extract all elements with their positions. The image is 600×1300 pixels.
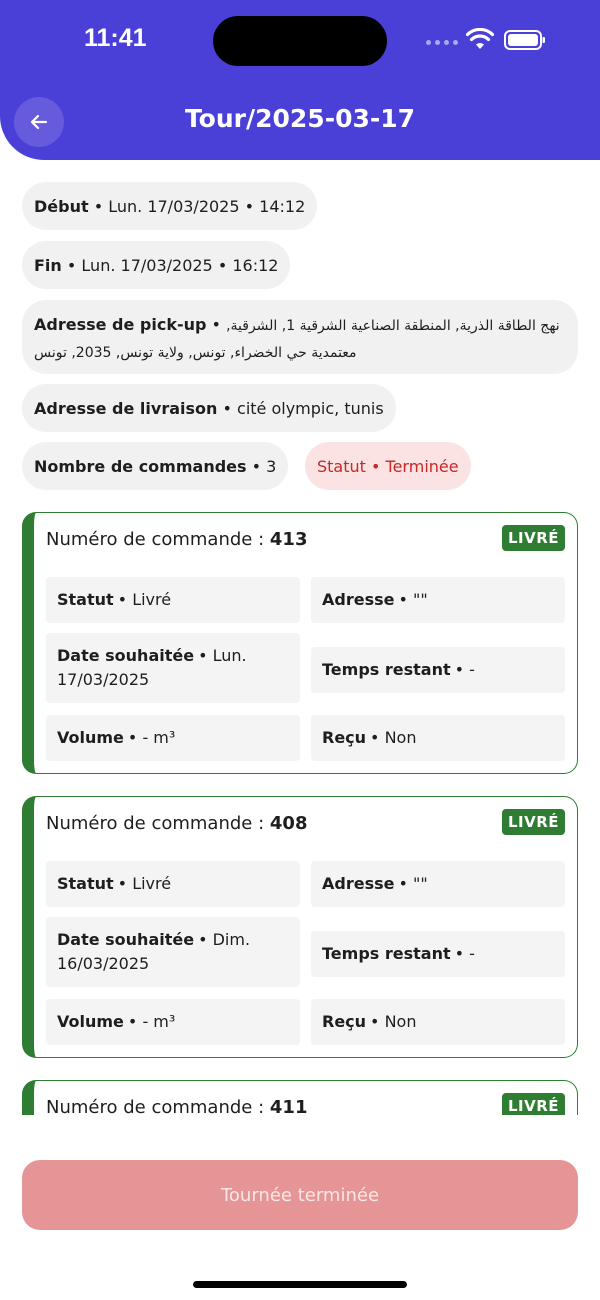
fin-label: Fin [34,255,62,275]
order-remaining-time-cell: Temps restant • - [311,647,565,693]
battery-icon [504,30,546,50]
order-volume-value: - m³ [142,1012,176,1031]
tour-finished-button[interactable]: Tournée terminée [22,1160,578,1230]
order-title [46,1097,307,1115]
order-receipt-cell: Reçu • Non [311,715,565,761]
order-remaining-label: Temps restant [322,944,451,963]
order-number-label: Numéro de commande : [46,529,265,550]
fin-value: Lun. 17/03/2025 • 16:12 [81,255,279,275]
cellular-signal-icon [426,40,458,45]
order-status-value: Livré [132,590,172,609]
order-status-label: Statut [57,874,114,893]
order-volume-label: Volume [57,728,124,747]
order-card[interactable] [22,796,578,1058]
order-address-value: "" [413,874,428,893]
status-badge: LIVRÉ [502,525,565,551]
order-number: 413 [269,529,308,550]
status-bar-time: 11:41 [84,24,147,52]
livraison-value: cité olympic, tunis [237,398,384,418]
order-number-label: Numéro de commande : [46,813,265,834]
status-badge: LIVRÉ [502,1093,565,1115]
order-receipt-value: Non [384,1012,417,1031]
status-badge: LIVRÉ [502,809,565,835]
order-volume-value: - m³ [142,728,176,747]
tour-status-value: Terminée [385,456,459,476]
order-remaining-value: - [469,944,475,963]
order-date-cell: Date souhaitée • Dim. 16/03/2025 [46,917,300,987]
order-count-chip: Nombre de commandes • 3 [22,442,288,490]
order-date-label: Date souhaitée [57,646,195,665]
order-status-value: Livré [132,874,172,893]
order-address-value: "" [413,590,428,609]
order-number-label: Numéro de commande : [46,1097,265,1115]
tour-status-chip: Statut • Terminée [305,442,471,490]
wifi-icon [466,28,494,50]
fin-chip: Fin • Lun. 17/03/2025 • 16:12 [22,241,290,289]
pickup-value: نهج الطاقة الذرية, المنطقة الصناعية الشرقية 1, الشرقية, معتمدية حي الخضراء, تونس, ولاية تونس, 2035, تونس [34,318,560,361]
order-volume-cell: Volume • - m³ [46,999,300,1045]
order-volume-label: Volume [57,1012,124,1031]
order-receipt-label: Reçu [322,728,367,747]
order-remaining-label: Temps restant [322,660,451,679]
page-title: Tour/2025-03-17 [184,104,416,133]
order-address-cell: Adresse • "" [311,577,565,623]
order-card[interactable] [22,512,578,774]
order-remaining-time-cell: Temps restant • - [311,931,565,977]
debut-chip: Début • Lun. 17/03/2025 • 14:12 [22,182,317,230]
order-status-cell: Statut • Livré [46,861,300,907]
pickup-address-chip: Adresse de pick-up • نهج الطاقة الذرية, المنطقة الصناعية الشرقية 1, الشرقية, معتمدية حي الخضراء, تونس, ولاية تونس, 2035, تونس [22,300,578,374]
nombre-value: 3 [266,456,277,476]
order-receipt-cell: Reçu • Non [311,999,565,1045]
debut-label: Début [34,196,89,216]
dynamic-island [213,16,387,66]
order-card[interactable] [22,1080,578,1115]
arrow-left-icon [29,112,49,132]
back-button[interactable] [14,97,64,147]
order-date-label: Date souhaitée [57,930,195,949]
livraison-label: Adresse de livraison [34,398,218,418]
order-address-label: Adresse [322,874,395,893]
order-address-cell: Adresse • "" [311,861,565,907]
order-number: 408 [269,813,308,834]
order-title [46,529,307,550]
nombre-label: Nombre de commandes [34,456,247,476]
pickup-label: Adresse de pick-up [34,315,207,334]
app-header [0,0,600,160]
order-title [46,813,307,834]
order-receipt-label: Reçu [322,1012,367,1031]
order-remaining-value: - [469,660,475,679]
order-date-cell: Date souhaitée • Lun. 17/03/2025 [46,633,300,703]
order-date-value: Dim. 16/03/2025 [57,930,251,973]
order-status-label: Statut [57,590,114,609]
tour-details-scroll[interactable] [0,160,600,1115]
order-address-label: Adresse [322,590,395,609]
tour-status-label: Statut [317,456,366,476]
delivery-address-chip: Adresse de livraison • cité olympic, tunis [22,384,396,432]
order-number: 411 [269,1097,308,1115]
order-receipt-value: Non [384,728,417,747]
order-volume-cell: Volume • - m³ [46,715,300,761]
debut-value: Lun. 17/03/2025 • 14:12 [108,196,306,216]
order-date-value: Lun. 17/03/2025 [57,646,247,689]
order-status-cell: Statut • Livré [46,577,300,623]
home-indicator [193,1281,407,1288]
